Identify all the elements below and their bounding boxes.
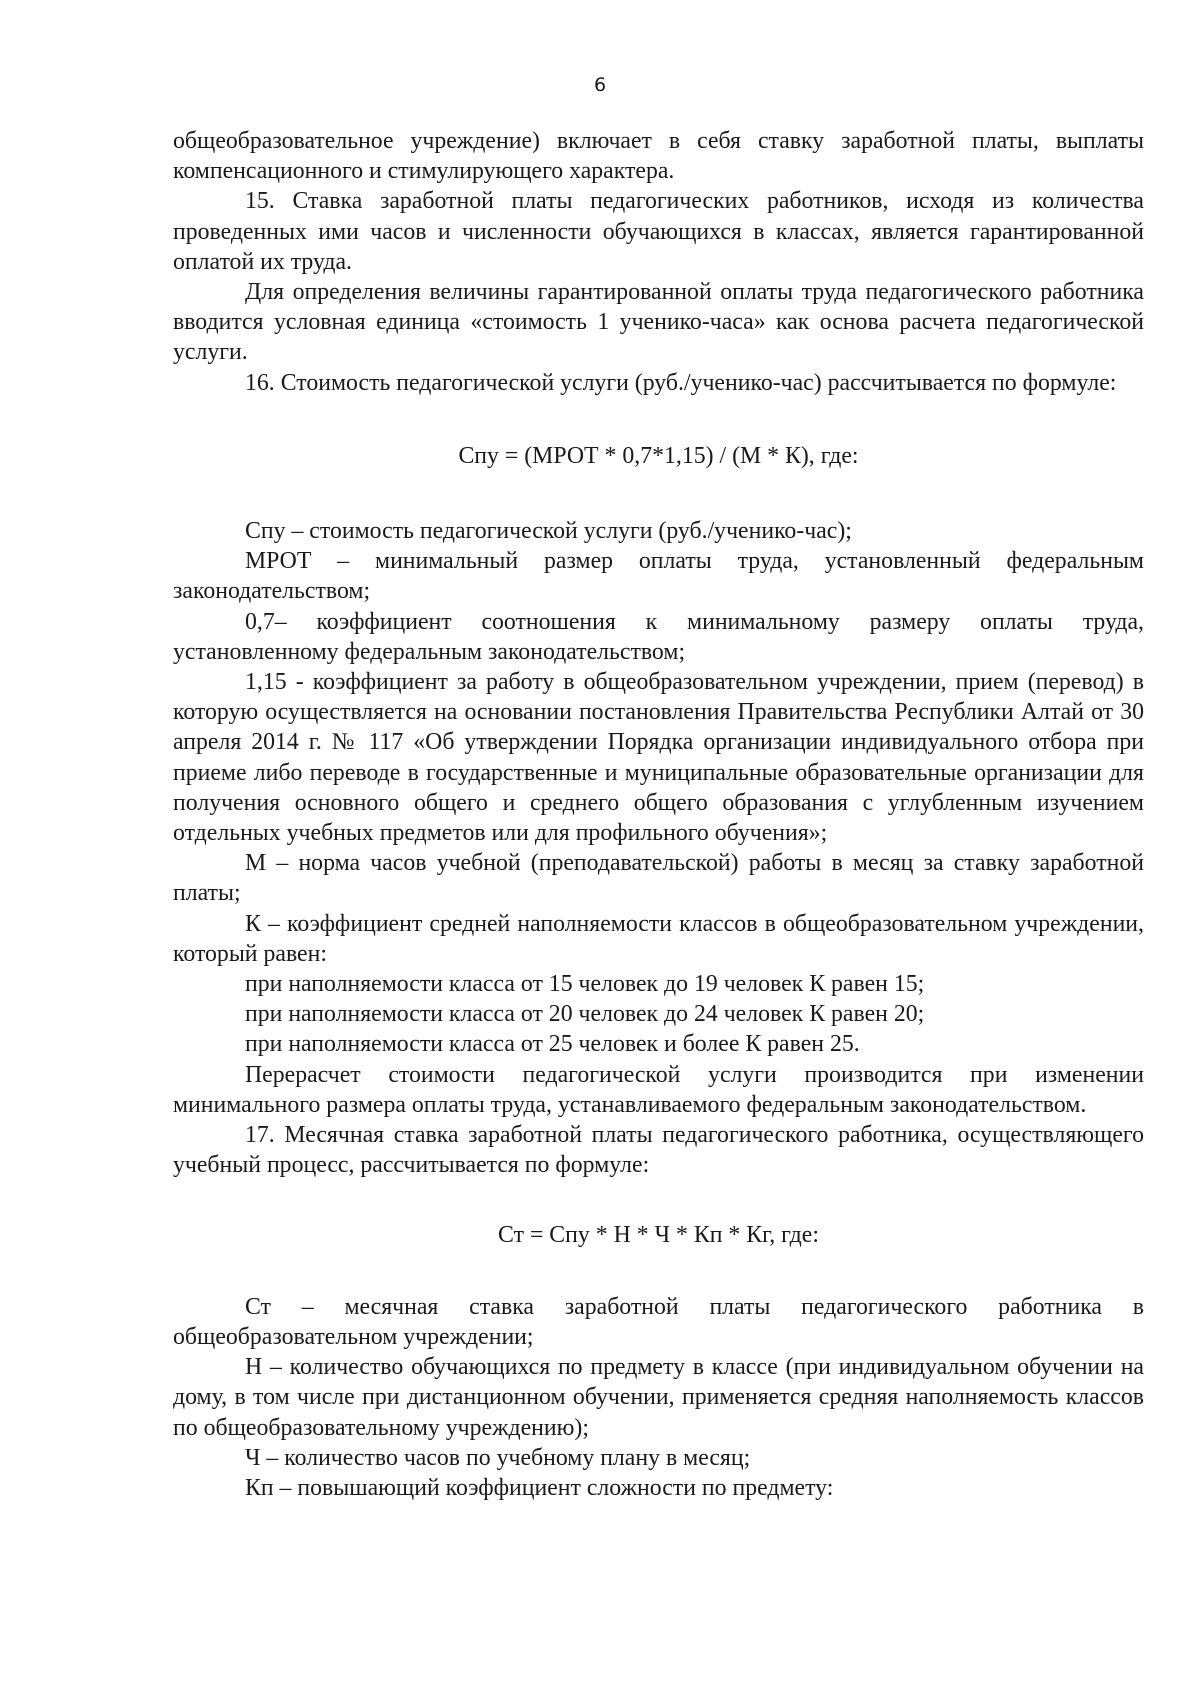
paragraph-17: 17. Месячная ставка заработной платы педагогического работника, осуществляющего учебный процесс, рассчитывается по формуле:: [173, 1122, 1144, 1179]
list-item-k25: при наполняемости класса от 25 человек и более К равен 25.: [245, 1031, 860, 1058]
definition-kp: Кп – повышающий коэффициент сложности по предмету:: [245, 1474, 834, 1501]
formula-st: Ст = Спу * Н * Ч * Кп * Кг, где:: [498, 1221, 819, 1248]
document-body: [173, 126, 1144, 1503]
page-number: 6: [593, 74, 607, 96]
definition-st: Ст – месячная ставка заработной платы педагогического работника в общеобразовательном учреждении;: [173, 1293, 1144, 1350]
paragraph-15: 15. Ставка заработной платы педагогических работников, исходя из количества проведенных ими часов и численности обучающихся в классах, является гарантированной оплатой их труда.: [173, 188, 1144, 275]
definition-coef-07: 0,7– коэффициент соотношения к минимальному размеру оплаты труда, установленному федеральным законодательством;: [173, 608, 1144, 665]
list-item-k20: при наполняемости класса от 20 человек до 24 человек К равен 20;: [245, 1001, 925, 1028]
paragraph-1: общеобразовательное учреждение) включает в себя ставку заработной платы, выплаты компенсационного и стимулирующего характера.: [173, 128, 1144, 185]
paragraph-recalculation: Перерасчет стоимости педагогической услуги производится при изменении минимального размера оплаты труда, устанавливаемого федеральным законодательством.: [173, 1061, 1144, 1118]
formula-spu: Спу = (МРОТ * 0,7*1,15) / (М * К), где:: [458, 442, 859, 469]
definition-n: Н – количество обучающихся по предмету в классе (при индивидуальном обучении на дому, в том числе при дистанционном обучении, применяется средняя наполняемость классов по общеобразовательному учреждению);: [173, 1354, 1144, 1441]
definition-mrot: МРОТ – минимальный размер оплаты труда, установленный федеральным законодательством;: [173, 548, 1144, 605]
definition-spu: Спу – стоимость педагогической услуги (руб./ученико-час);: [245, 518, 852, 545]
paragraph-unit-definition: Для определения величины гарантированной оплаты труда педагогического работника вводится условная единица «стоимость 1 ученико-часа» как основа расчета педагогической услуги.: [173, 279, 1144, 366]
definition-m: М – норма часов учебной (преподавательской) работы в месяц за ставку заработной платы;: [173, 850, 1144, 907]
list-item-k15: при наполняемости класса от 15 человек до 19 человек К равен 15;: [245, 971, 925, 998]
definition-k: К – коэффициент средней наполняемости классов в общеобразовательном учреждении, который равен:: [173, 910, 1144, 967]
definition-ch: Ч – количество часов по учебному плану в месяц;: [245, 1444, 751, 1471]
definition-coef-115: 1,15 - коэффициент за работу в общеобразовательном учреждении, прием (перевод) в которую осуществляется на основании постановления Правительства Республики Алтай от 30 апреля 2014 г. № 117 «Об утверждении Порядка организации индивидуального отбора при приеме либо переводе в государственные и муниципальные образовательные организации для получения основного общего и среднего общего образования с углубленным изучением отдельных учебных предметов или для профильного обучения»;: [173, 669, 1144, 847]
paragraph-16: 16. Стоимость педагогической услуги (руб./ученико-час) рассчитывается по формуле:: [245, 369, 1117, 396]
